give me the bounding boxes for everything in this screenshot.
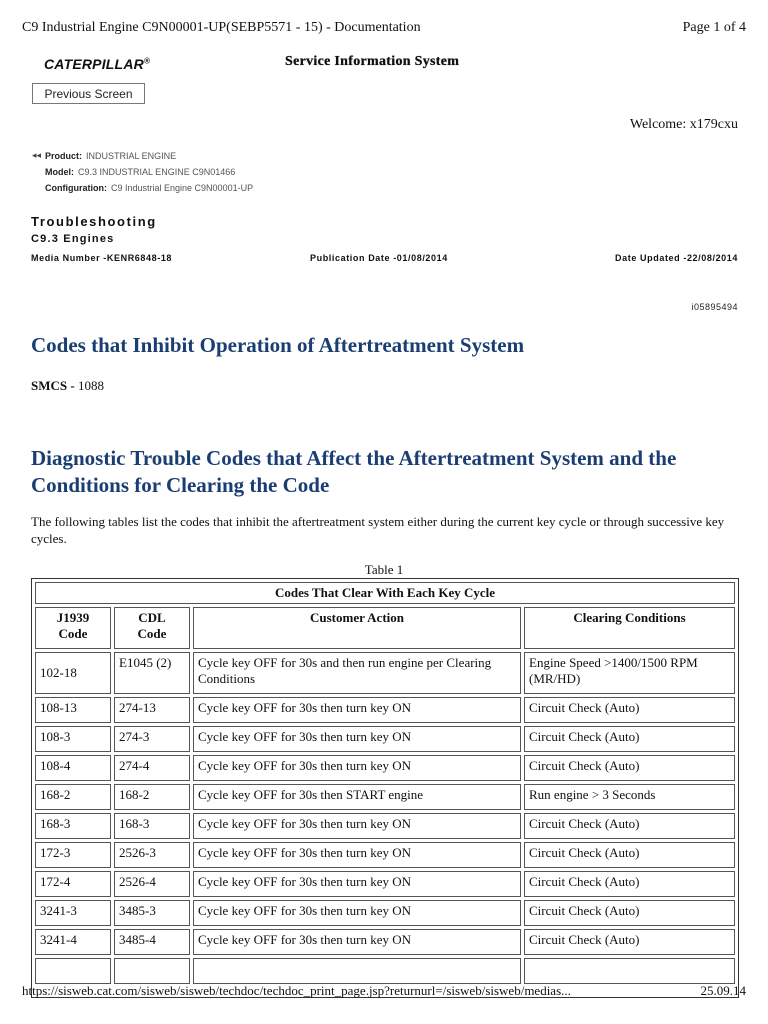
table-row [35,900,735,926]
cell-customer-action [193,958,521,984]
media-number: Media Number -KENR6848-18 [31,253,173,263]
table-row [35,871,735,897]
product-row [45,151,176,161]
document-id: i05895494 [691,302,738,312]
header-j1939-code [35,607,111,649]
cell-j1939-code: 172-4 [35,871,111,897]
table-row [35,755,735,781]
date-updated: Date Updated -22/08/2014 [615,253,738,263]
cell-j1939-code: 3241-3 [35,900,111,926]
cell-customer-action: Cycle key OFF for 30s then turn key ON [193,697,521,723]
cell-customer-action: Cycle key OFF for 30s then START engine [193,784,521,810]
cell-clearing-conditions: Circuit Check (Auto) [524,929,735,955]
cell-customer-action: Cycle key OFF for 30s then turn key ON [193,842,521,868]
cell-customer-action: Cycle key OFF for 30s then turn key ON [193,900,521,926]
section-heading: Diagnostic Trouble Codes that Affect the Aftertreatment System and the Conditions for Clearing the Code [31,446,677,497]
registered-mark: ® [143,56,151,66]
cell-cdl-code: 3485-3 [114,900,190,926]
welcome-text: Welcome: x179cxu [629,117,738,132]
header-j1939-code-text: J1939 Code [56,610,90,641]
intro-paragraph: The following tables list the codes that inhibit the aftertreatment system either during the current key cycle or through successive key cycles. [31,514,725,546]
smcs-value: 1088 [77,378,104,393]
system-title: Service Information System [285,54,460,69]
print-footer-url: https://sisweb.cat.com/sisweb/sisweb/techdoc/techdoc_print_page.jsp?returnurl=/sisweb/sisweb/medias... [22,983,571,998]
cell-j1939-code: 3241-4 [35,929,111,955]
cell-cdl-code: 274-4 [114,755,190,781]
table-row [35,958,735,984]
print-header-title: C9 Industrial Engine C9N00001-UP(SEBP5571 - 15) - Documentation [22,20,421,35]
print-page-number: Page 1 of 4 [682,20,746,35]
cell-clearing-conditions [524,958,735,984]
model-label: Model: [45,167,74,177]
cell-clearing-conditions: Circuit Check (Auto) [524,871,735,897]
configuration-label: Configuration: [45,183,107,193]
table-header-row [35,607,735,649]
product-value: INDUSTRIAL ENGINE [86,151,177,161]
table-row [35,929,735,955]
table-row [35,784,735,810]
cell-j1939-code: 168-3 [35,813,111,839]
cell-clearing-conditions: Circuit Check (Auto) [524,813,735,839]
table-row [35,813,735,839]
previous-screen-button[interactable]: Previous Screen [32,83,145,104]
smcs-label: SMCS - [31,378,75,393]
model-row [45,167,235,177]
cell-clearing-conditions: Circuit Check (Auto) [524,697,735,723]
model-value: C9.3 INDUSTRIAL ENGINE C9N01466 [78,167,236,177]
cell-customer-action: Cycle key OFF for 30s and then run engine per Clearing Conditions [193,652,521,694]
configuration-value: C9 Industrial Engine C9N00001-UP [111,183,254,193]
codes-table [32,579,738,987]
cell-cdl-code: 274-13 [114,697,190,723]
cell-cdl-code [114,958,190,984]
cell-cdl-code: 168-3 [114,813,190,839]
cell-j1939-code: 172-3 [35,842,111,868]
logo-text: CATERPILLAR [44,56,144,72]
cell-customer-action: Cycle key OFF for 30s then turn key ON [193,755,521,781]
print-footer-date: 25.09.14 [700,983,746,998]
cell-customer-action: Cycle key OFF for 30s then turn key ON [193,929,521,955]
section-title: Troubleshooting [31,214,157,229]
cell-j1939-code: 108-13 [35,697,111,723]
codes-table-container [31,578,739,998]
cell-clearing-conditions: Run engine > 3 Seconds [524,784,735,810]
section-subtitle: C9.3 Engines [31,233,115,245]
cell-j1939-code: 108-3 [35,726,111,752]
cell-cdl-code: 2526-3 [114,842,190,868]
cell-cdl-code: 168-2 [114,784,190,810]
product-label: Product: [45,151,82,161]
table-row [35,842,735,868]
collapse-icon[interactable]: ◂◂ [32,151,42,161]
table-body [35,652,735,984]
header-cdl-code [114,607,190,649]
cell-clearing-conditions: Circuit Check (Auto) [524,900,735,926]
header-cdl-code-text: CDL Code [137,610,167,641]
configuration-row [45,183,253,193]
cell-clearing-conditions: Engine Speed >1400/1500 RPM (MR/HD) [524,652,735,694]
publication-date: Publication Date -01/08/2014 [310,253,448,263]
cell-j1939-code [35,958,111,984]
cell-j1939-code: 108-4 [35,755,111,781]
table-row [35,697,735,723]
table-title-row [35,582,735,604]
cell-j1939-code: 102-18 [35,652,111,694]
cell-cdl-code: E1045 (2) [114,652,190,694]
cell-cdl-code: 2526-4 [114,871,190,897]
cell-customer-action: Cycle key OFF for 30s then turn key ON [193,871,521,897]
cell-clearing-conditions: Circuit Check (Auto) [524,726,735,752]
page-heading: Codes that Inhibit Operation of Aftertreatment System [31,333,525,357]
cell-j1939-code: 168-2 [35,784,111,810]
table-row [35,726,735,752]
cell-cdl-code: 274-3 [114,726,190,752]
cell-customer-action: Cycle key OFF for 30s then turn key ON [193,726,521,752]
cell-cdl-code: 3485-4 [114,929,190,955]
table-caption: Table 1 [364,562,404,577]
cell-clearing-conditions: Circuit Check (Auto) [524,755,735,781]
table-row [35,652,735,694]
cell-clearing-conditions: Circuit Check (Auto) [524,842,735,868]
cell-customer-action: Cycle key OFF for 30s then turn key ON [193,813,521,839]
header-clearing-conditions: Clearing Conditions [524,607,735,649]
smcs-line [31,378,104,394]
table-title: Codes That Clear With Each Key Cycle [35,582,735,604]
header-customer-action: Customer Action [193,607,521,649]
caterpillar-logo[interactable] [44,56,150,72]
